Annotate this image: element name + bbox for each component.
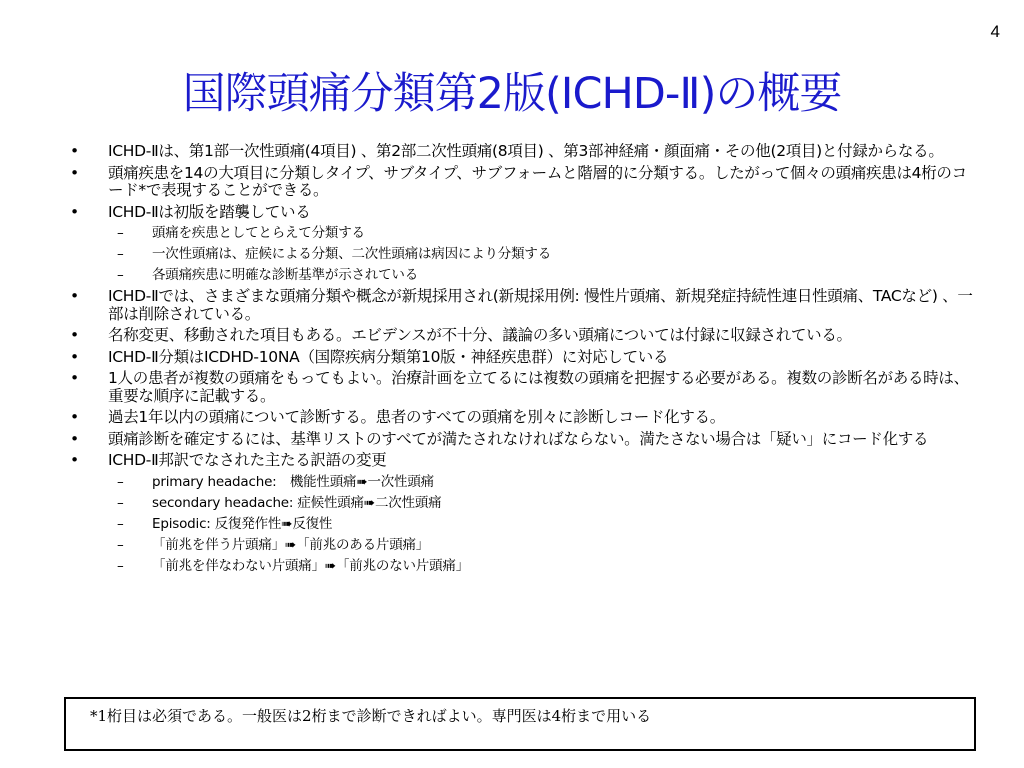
footnote-box	[64, 697, 976, 751]
bullet-text: 頭痛診断を確定するには、基準リストのすべてが満たされなければならない。満たさない場合は「疑い」にコード化する	[108, 429, 929, 448]
bullet-icon: •	[70, 429, 79, 448]
bullet-item	[70, 370, 975, 405]
bullet-icon: •	[70, 142, 79, 160]
bullet-item	[70, 349, 975, 367]
bullet-item	[70, 431, 975, 449]
footnote-text: *1桁目は必須である。一般医は2桁まで診断できればよい。専門医は4桁まで用いる	[90, 707, 652, 725]
bullet-text: 頭痛疾患を14の大項目に分類しタイプ、サブタイプ、サブフォームと階層的に分類する。したがって個々の頭痛疾患は4桁のコード*で表現することができる。	[108, 163, 967, 199]
sub-bullet-text: 一次性頭痛は、症候による分類、二次性頭痛は病因により分類する	[152, 246, 551, 262]
bullet-text: ICHD-Ⅱでは、さまざまな頭痛分類や概念が新規採用され(新規採用例: 慢性片頭痛、新規発症持続性連日性頭痛、TACなど) 、一部は削除されている。	[108, 287, 973, 323]
dash-icon: –	[117, 473, 124, 490]
sub-bullet-text: 「前兆を伴う片頭痛」➠「前兆のある片頭痛」	[152, 536, 430, 553]
dash-icon: –	[117, 557, 124, 574]
bullet-item	[70, 288, 975, 323]
sub-bullet-text: secondary headache: 症候性頭痛➠二次性頭痛	[152, 494, 442, 511]
bullet-list	[70, 143, 975, 579]
bullet-icon: •	[70, 287, 79, 305]
bullet-text: 1人の患者が複数の頭痛をもってもよい。治療計画を立てるには複数の頭痛を把握する必要がある。複数の診断名がある時は、重要な順序に記載する。	[108, 369, 969, 405]
bullet-icon: •	[70, 408, 79, 426]
sub-bullet-text: Episodic: 反復発作性➠反復性	[152, 515, 333, 532]
sub-bullet-item	[70, 474, 975, 490]
bullet-icon: •	[70, 369, 79, 387]
bullet-text: ICHD-Ⅱは、第1部一次性頭痛(4項目) 、第2部二次性頭痛(8項目) 、第3部神経痛・顔面痛・その他(2項目)と付録からなる。	[108, 142, 944, 160]
sub-bullet-text: 「前兆を伴なわない片頭痛」➠「前兆のない片頭痛」	[152, 557, 470, 574]
sub-bullet-item	[70, 267, 975, 283]
dash-icon: –	[117, 536, 124, 553]
sub-bullet-item	[70, 495, 975, 511]
dash-icon: –	[117, 494, 124, 511]
bullet-text: 名称変更、移動された項目もある。エビデンスが不十分、議論の多い頭痛については付録に収録されている。	[108, 326, 852, 344]
bullet-item	[70, 452, 975, 470]
bullet-text: ICHD-Ⅱ分類はICDHD-10NA（国際疾病分類第10版・神経疾患群）に対応している	[108, 347, 669, 366]
slide-title: 国際頭痛分類第2版(ICHD-Ⅱ)の概要	[182, 69, 842, 119]
bullet-icon: •	[70, 451, 79, 469]
bullet-item	[70, 327, 975, 345]
sub-bullet-text: 各頭痛疾患に明確な診断基準が示されている	[152, 267, 418, 283]
dash-icon: –	[117, 267, 124, 283]
bullet-icon: •	[70, 326, 79, 344]
bullet-text: ICHD-Ⅱは初版を踏襲している	[108, 202, 311, 221]
dash-icon: –	[117, 246, 124, 262]
sub-bullet-item	[70, 246, 975, 262]
bullet-item	[70, 409, 975, 427]
bullet-icon: •	[70, 163, 79, 182]
bullet-item	[70, 204, 975, 222]
bullet-icon: •	[70, 347, 79, 366]
bullet-icon: •	[70, 202, 79, 221]
sub-bullet-item	[70, 558, 975, 574]
bullet-text: 過去1年以内の頭痛について診断する。患者のすべての頭痛を別々に診断しコード化する。	[108, 408, 725, 426]
sub-bullet-item	[70, 225, 975, 241]
sub-bullet-item	[70, 516, 975, 532]
bullet-item	[70, 143, 975, 161]
dash-icon: –	[117, 515, 124, 532]
bullet-text: ICHD-Ⅱ邦訳でなされた主たる訳語の変更	[108, 451, 387, 469]
bullet-item	[70, 165, 975, 200]
page-number: 4	[990, 22, 1000, 41]
sub-bullet-item	[70, 537, 975, 553]
dash-icon: –	[117, 225, 124, 241]
sub-bullet-text: primary headache: 機能性頭痛➠一次性頭痛	[152, 473, 434, 490]
sub-bullet-text: 頭痛を疾患としてとらえて分類する	[152, 225, 365, 241]
